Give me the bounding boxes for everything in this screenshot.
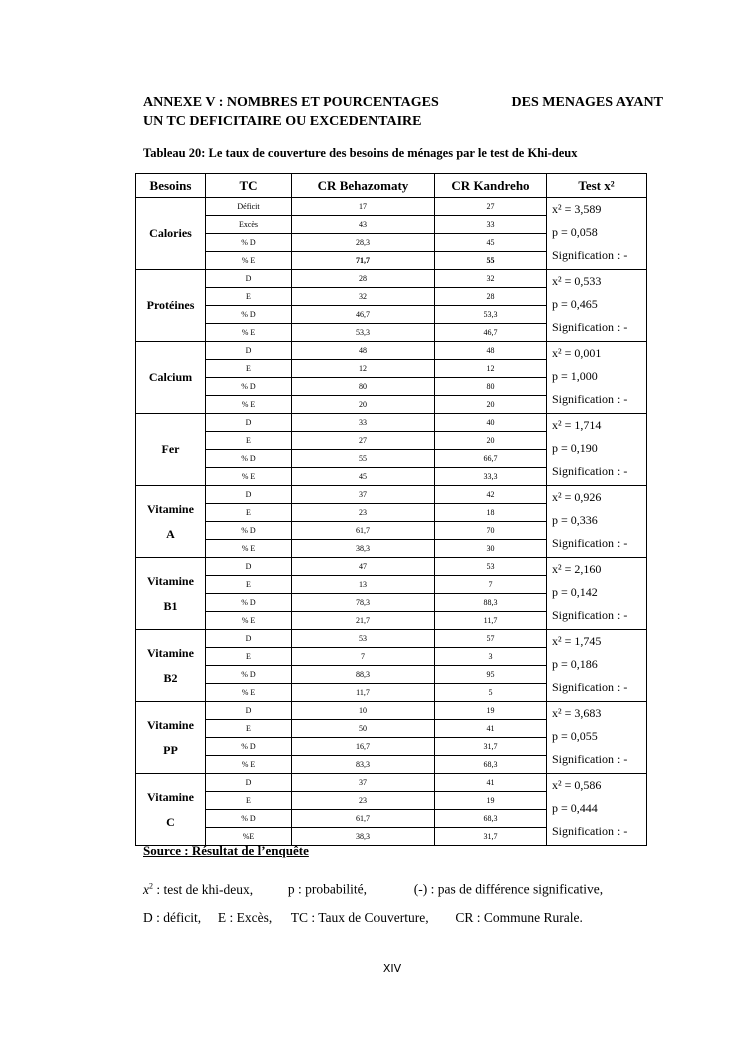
- header-test: Test x²: [547, 174, 647, 198]
- behazomaty-cell: 50: [292, 720, 435, 738]
- tc-cell: E: [206, 360, 292, 378]
- table-row: [136, 558, 647, 576]
- kandreho-cell: 12: [435, 360, 547, 378]
- title-line1-right: DES MENAGES AYANT: [511, 95, 663, 110]
- tc-cell: % E: [206, 324, 292, 342]
- tc-cell: D: [206, 414, 292, 432]
- tc-cell: % D: [206, 666, 292, 684]
- tc-cell: % E: [206, 468, 292, 486]
- besoin-label: Calories: [136, 198, 206, 270]
- header-cr-behazomaty: CR Behazomaty: [292, 174, 435, 198]
- kandreho-cell: 88,3: [435, 594, 547, 612]
- kandreho-cell: 48: [435, 342, 547, 360]
- behazomaty-cell: 21,7: [292, 612, 435, 630]
- behazomaty-cell: 32: [292, 288, 435, 306]
- kandreho-cell: 53,3: [435, 306, 547, 324]
- title-line2: UN TC DEFICITAIRE OU EXCEDENTAIRE: [143, 114, 422, 129]
- behazomaty-cell: 78,3: [292, 594, 435, 612]
- behazomaty-cell: 61,7: [292, 810, 435, 828]
- header-besoins: Besoins: [136, 174, 206, 198]
- behazomaty-cell: 13: [292, 576, 435, 594]
- coverage-table: [135, 173, 647, 846]
- behazomaty-cell: 71,7: [292, 252, 435, 270]
- tc-cell: D: [206, 342, 292, 360]
- behazomaty-cell: 33: [292, 414, 435, 432]
- tc-cell: E: [206, 504, 292, 522]
- test-cell: x² = 0,926 p = 0,336 Signification : -: [547, 486, 647, 558]
- kandreho-cell: 33: [435, 216, 547, 234]
- besoin-label: Vitamine C: [136, 774, 206, 846]
- tc-cell: % D: [206, 810, 292, 828]
- kandreho-cell: 19: [435, 792, 547, 810]
- kandreho-cell: 53: [435, 558, 547, 576]
- legend-cr: CR : Commune Rurale.: [455, 909, 583, 925]
- source-note: Source : Résultat de l’enquête: [143, 843, 309, 858]
- test-cell: x² = 3,589 p = 0,058 Signification : -: [547, 198, 647, 270]
- table-row: [136, 270, 647, 288]
- kandreho-cell: 20: [435, 396, 547, 414]
- tc-cell: % D: [206, 522, 292, 540]
- kandreho-cell: 30: [435, 540, 547, 558]
- behazomaty-cell: 28: [292, 270, 435, 288]
- tc-cell: % E: [206, 756, 292, 774]
- behazomaty-cell: 88,3: [292, 666, 435, 684]
- behazomaty-cell: 38,3: [292, 828, 435, 846]
- tc-cell: E: [206, 288, 292, 306]
- test-cell: x² = 2,160 p = 0,142 Signification : -: [547, 558, 647, 630]
- table-row: [136, 486, 647, 504]
- tc-cell: % D: [206, 594, 292, 612]
- tc-cell: D: [206, 630, 292, 648]
- tc-cell: D: [206, 558, 292, 576]
- test-cell: x² = 0,533 p = 0,465 Signification : -: [547, 270, 647, 342]
- test-cell: x² = 0,001 p = 1,000 Signification : -: [547, 342, 647, 414]
- tc-cell: % E: [206, 252, 292, 270]
- behazomaty-cell: 83,3: [292, 756, 435, 774]
- kandreho-cell: 40: [435, 414, 547, 432]
- behazomaty-cell: 23: [292, 504, 435, 522]
- tc-cell: % D: [206, 378, 292, 396]
- kandreho-cell: 27: [435, 198, 547, 216]
- test-cell: x² = 0,586 p = 0,444 Signification : -: [547, 774, 647, 846]
- behazomaty-cell: 12: [292, 360, 435, 378]
- behazomaty-cell: 7: [292, 648, 435, 666]
- tc-cell: Excès: [206, 216, 292, 234]
- kandreho-cell: 41: [435, 774, 547, 792]
- legend-minus: (-) : pas de différence significative,: [413, 881, 604, 897]
- kandreho-cell: 3: [435, 648, 547, 666]
- tc-cell: Déficit: [206, 198, 292, 216]
- title-line1-left: ANNEXE V : NOMBRES ET POURCENTAGES: [143, 95, 439, 110]
- test-cell: x² = 1,745 p = 0,186 Signification : -: [547, 630, 647, 702]
- tc-cell: E: [206, 720, 292, 738]
- behazomaty-cell: 46,7: [292, 306, 435, 324]
- behazomaty-cell: 80: [292, 378, 435, 396]
- table-body: [136, 198, 647, 846]
- legend-e: E : Excès,: [217, 909, 273, 925]
- kandreho-cell: 19: [435, 702, 547, 720]
- tc-cell: % E: [206, 396, 292, 414]
- behazomaty-cell: 38,3: [292, 540, 435, 558]
- tc-cell: E: [206, 432, 292, 450]
- table-row: [136, 630, 647, 648]
- kandreho-cell: 7: [435, 576, 547, 594]
- table-row: [136, 702, 647, 720]
- kandreho-cell: 5: [435, 684, 547, 702]
- behazomaty-cell: 43: [292, 216, 435, 234]
- kandreho-cell: 42: [435, 486, 547, 504]
- kandreho-cell: 11,7: [435, 612, 547, 630]
- table-caption: Tableau 20: Le taux de couverture des besoins de ménages par le test de Khi-deux: [143, 146, 578, 160]
- behazomaty-cell: 23: [292, 792, 435, 810]
- tc-cell: E: [206, 648, 292, 666]
- behazomaty-cell: 10: [292, 702, 435, 720]
- behazomaty-cell: 37: [292, 774, 435, 792]
- kandreho-cell: 33,3: [435, 468, 547, 486]
- kandreho-cell: 31,7: [435, 738, 547, 756]
- table-row: [136, 198, 647, 216]
- behazomaty-cell: 47: [292, 558, 435, 576]
- table-row: [136, 414, 647, 432]
- behazomaty-cell: 53,3: [292, 324, 435, 342]
- page-number: XIV: [382, 962, 402, 975]
- kandreho-cell: 68,3: [435, 810, 547, 828]
- behazomaty-cell: 17: [292, 198, 435, 216]
- kandreho-cell: 31,7: [435, 828, 547, 846]
- tc-cell: D: [206, 702, 292, 720]
- behazomaty-cell: 37: [292, 486, 435, 504]
- tc-cell: %E: [206, 828, 292, 846]
- behazomaty-cell: 55: [292, 450, 435, 468]
- test-cell: x² = 1,714 p = 0,190 Signification : -: [547, 414, 647, 486]
- tc-cell: % E: [206, 612, 292, 630]
- header-cr-kandreho: CR Kandreho: [435, 174, 547, 198]
- tc-cell: % D: [206, 306, 292, 324]
- besoin-label: Fer: [136, 414, 206, 486]
- kandreho-cell: 55: [435, 252, 547, 270]
- kandreho-cell: 95: [435, 666, 547, 684]
- besoin-label: Vitamine B2: [136, 630, 206, 702]
- kandreho-cell: 28: [435, 288, 547, 306]
- test-cell: x² = 3,683 p = 0,055 Signification : -: [547, 702, 647, 774]
- kandreho-cell: 68,3: [435, 756, 547, 774]
- besoin-label: Calcium: [136, 342, 206, 414]
- tc-cell: % E: [206, 684, 292, 702]
- tc-cell: E: [206, 792, 292, 810]
- kandreho-cell: 80: [435, 378, 547, 396]
- behazomaty-cell: 45: [292, 468, 435, 486]
- header-tc: TC: [206, 174, 292, 198]
- besoin-label: Vitamine A: [136, 486, 206, 558]
- legend-chi: $x^2$ : test de khi-deux,: [143, 881, 254, 897]
- tc-cell: % D: [206, 450, 292, 468]
- behazomaty-cell: 28,3: [292, 234, 435, 252]
- kandreho-cell: 66,7: [435, 450, 547, 468]
- annex-title: [143, 93, 663, 131]
- legend: [143, 872, 663, 932]
- tc-cell: D: [206, 270, 292, 288]
- legend-tc: TC : Taux de Couverture,: [290, 909, 429, 925]
- table-row: [136, 774, 647, 792]
- behazomaty-cell: 61,7: [292, 522, 435, 540]
- behazomaty-cell: 16,7: [292, 738, 435, 756]
- kandreho-cell: 57: [435, 630, 547, 648]
- behazomaty-cell: 27: [292, 432, 435, 450]
- behazomaty-cell: 48: [292, 342, 435, 360]
- behazomaty-cell: 11,7: [292, 684, 435, 702]
- kandreho-cell: 41: [435, 720, 547, 738]
- behazomaty-cell: 53: [292, 630, 435, 648]
- tc-cell: % D: [206, 234, 292, 252]
- kandreho-cell: 70: [435, 522, 547, 540]
- tc-cell: E: [206, 576, 292, 594]
- legend-d: D : déficit,: [143, 909, 202, 925]
- besoin-label: Vitamine B1: [136, 558, 206, 630]
- table-header-row: [136, 174, 647, 198]
- kandreho-cell: 46,7: [435, 324, 547, 342]
- kandreho-cell: 18: [435, 504, 547, 522]
- behazomaty-cell: 20: [292, 396, 435, 414]
- tc-cell: D: [206, 774, 292, 792]
- besoin-label: Protéines: [136, 270, 206, 342]
- kandreho-cell: 45: [435, 234, 547, 252]
- besoin-label: Vitamine PP: [136, 702, 206, 774]
- tc-cell: % E: [206, 540, 292, 558]
- tc-cell: % D: [206, 738, 292, 756]
- table-row: [136, 342, 647, 360]
- legend-p: p : probabilité,: [287, 881, 367, 897]
- kandreho-cell: 20: [435, 432, 547, 450]
- tc-cell: D: [206, 486, 292, 504]
- kandreho-cell: 32: [435, 270, 547, 288]
